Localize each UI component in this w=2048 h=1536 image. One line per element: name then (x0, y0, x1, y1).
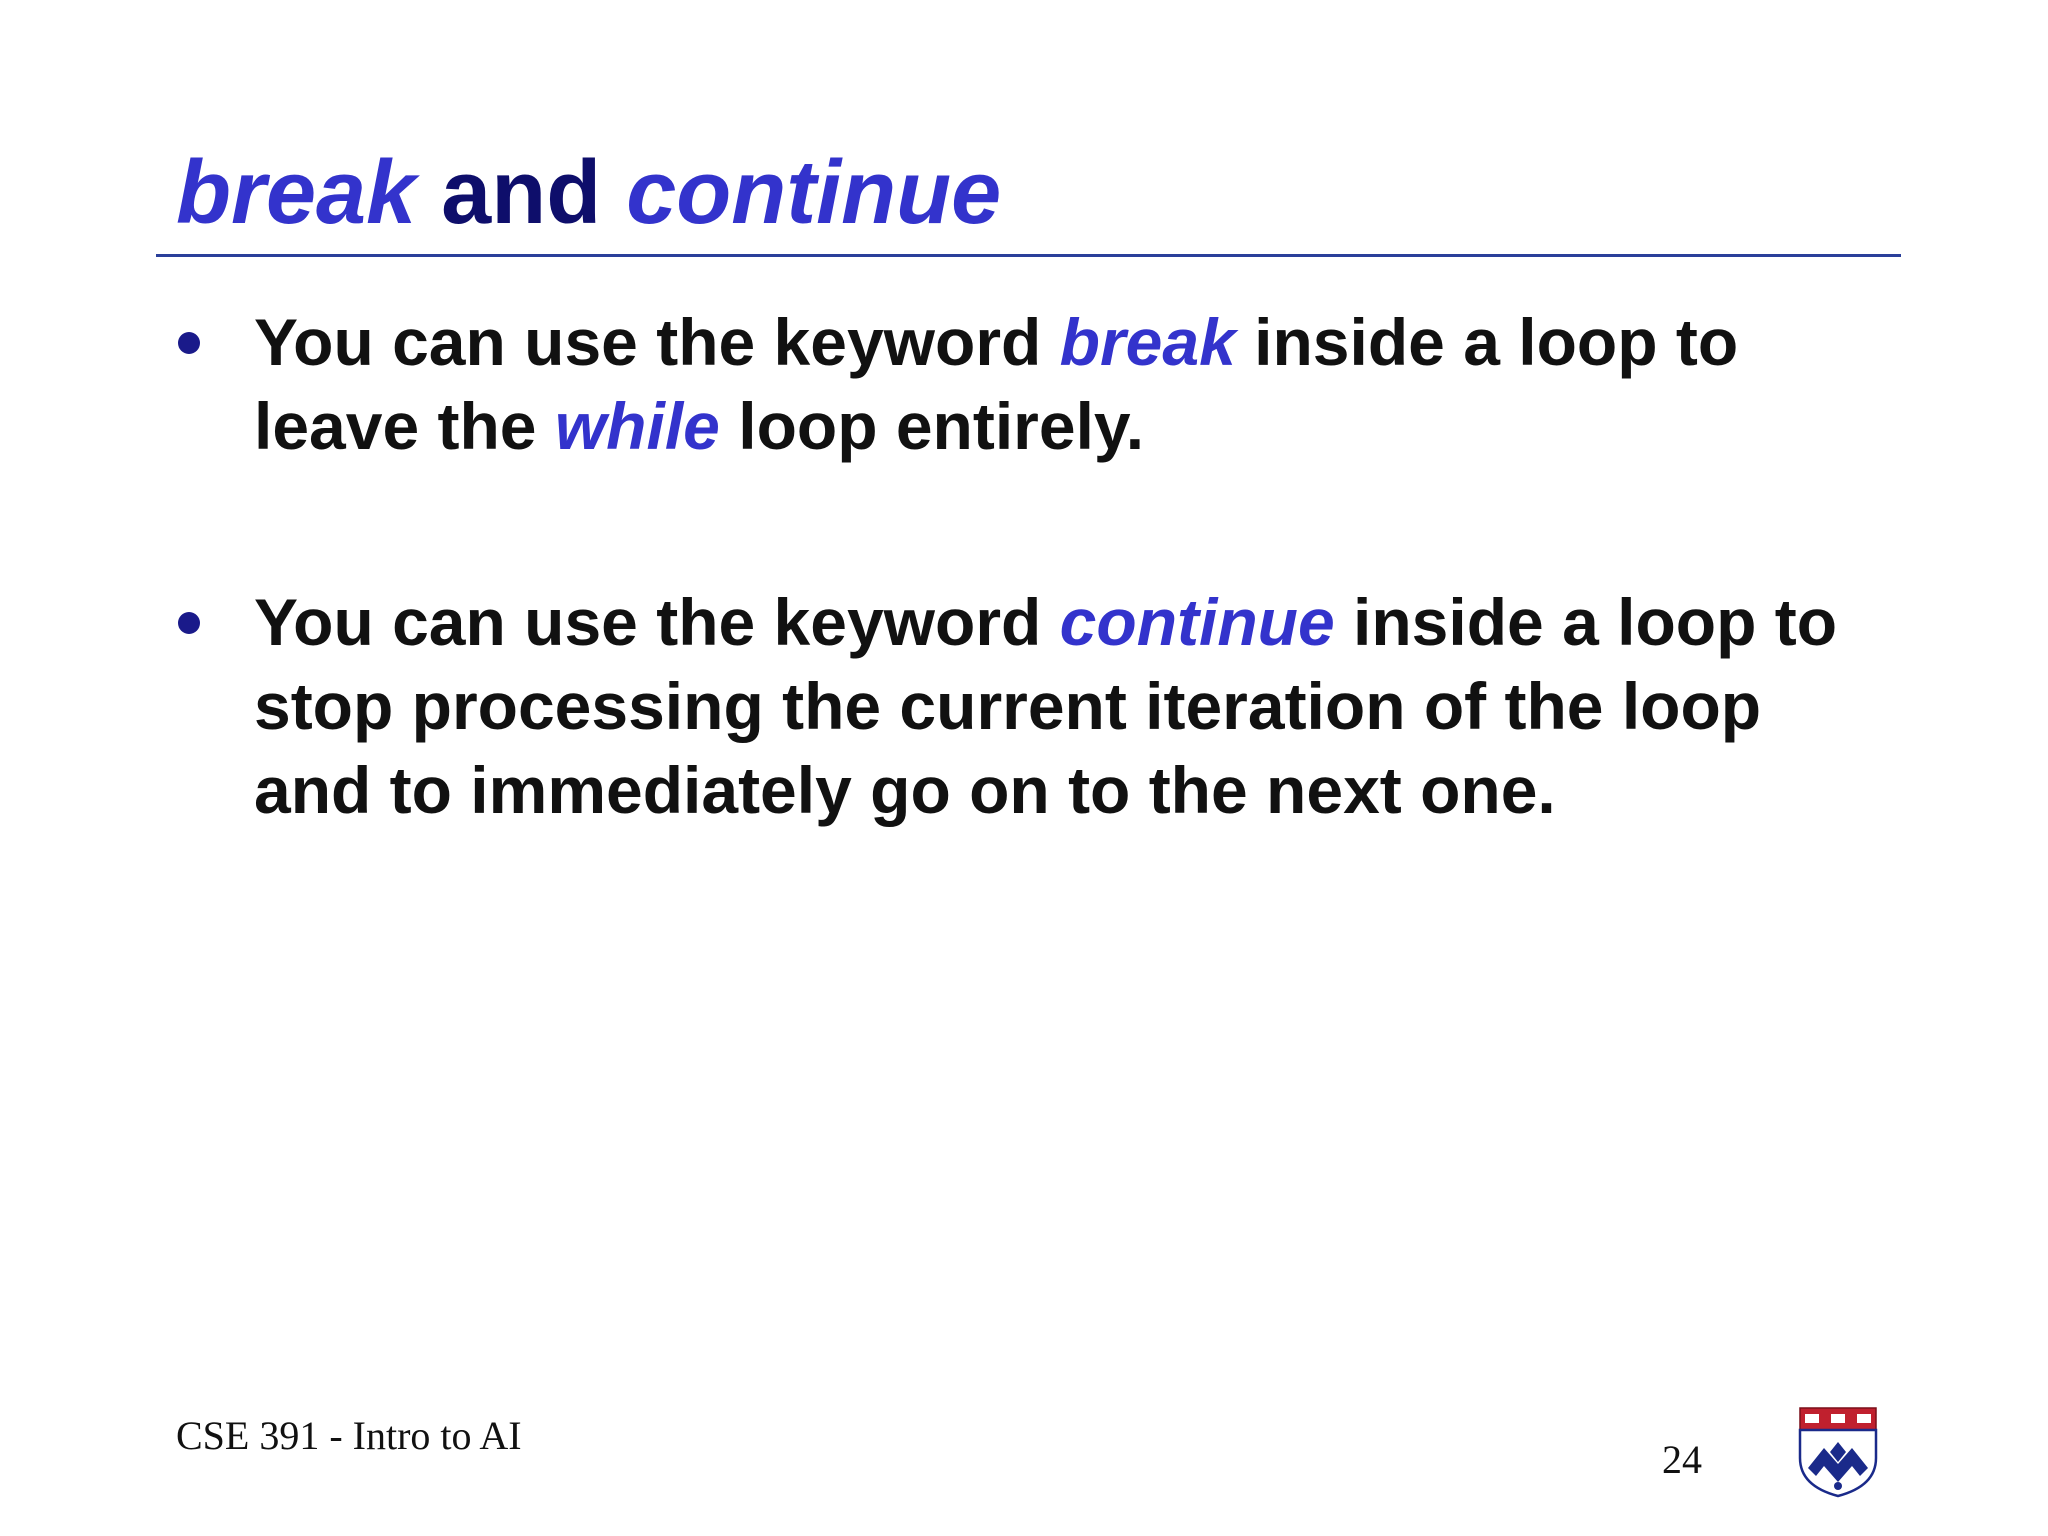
title-keyword-break: break (176, 143, 417, 243)
bullet-text: inside a loop to stop processing the current iteration of the loop and to immediately go on to the next one. (254, 585, 1838, 827)
course-footer: CSE 391 - Intro to AI (176, 1413, 522, 1458)
penn-shield-icon (1798, 1406, 1878, 1498)
bullet-text: You can use the keyword (254, 305, 1060, 379)
bullet-item-break (176, 300, 1896, 468)
title-connector: and (416, 143, 627, 243)
page-number: 24 (1662, 1437, 1702, 1482)
bullet-text: You can use the keyword (254, 585, 1060, 659)
bullet-dot-icon (178, 332, 200, 354)
bullet-text: loop entirely. (719, 389, 1145, 463)
keyword-break: break (1059, 305, 1236, 379)
keyword-while: while (554, 389, 720, 463)
bullet-item-continue (176, 580, 1896, 832)
title-divider (156, 254, 1901, 257)
bullet-dot-icon (178, 612, 200, 634)
bullet-list (176, 300, 1896, 832)
keyword-continue: continue (1059, 585, 1335, 659)
title-keyword-continue: continue (626, 143, 1002, 243)
bullet-text: inside a loop to leave the (254, 305, 1739, 463)
slide-title (176, 138, 1001, 248)
